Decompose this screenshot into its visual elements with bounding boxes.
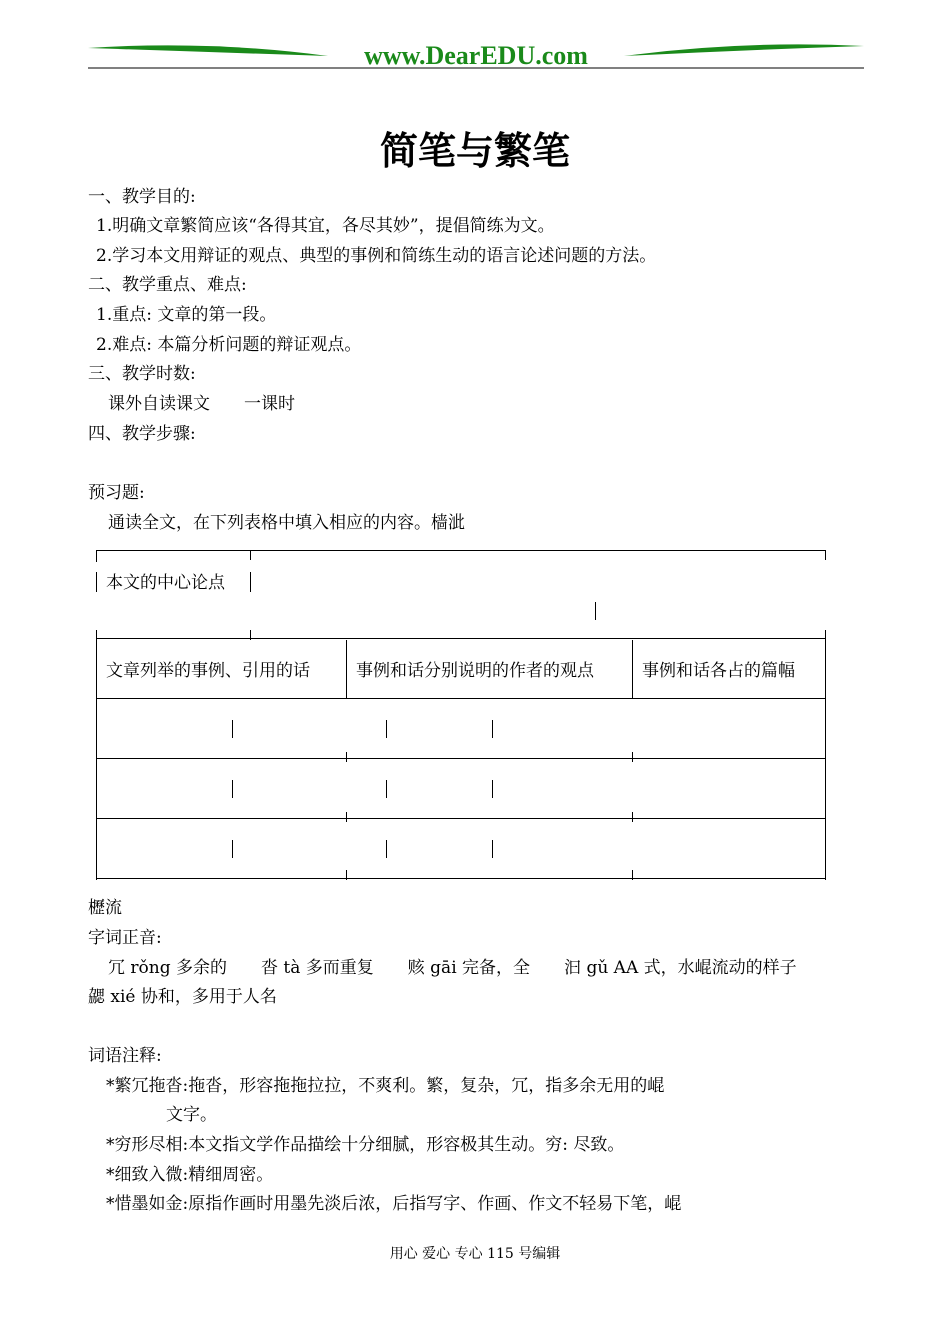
table-rule <box>492 840 493 858</box>
table-rule <box>96 550 97 562</box>
table-rule <box>346 640 347 698</box>
section-heading: 四、教学步骤: <box>88 424 196 444</box>
table-rule <box>232 720 233 738</box>
section-heading: 三、教学时数: <box>88 364 196 384</box>
paragraph: 通读全文，在下列表格中填入相应的内容。樯泚 <box>108 513 465 533</box>
glossary-item: *惜墨如金:原指作画时用墨先淡后浓，后指写字、作画、作文不轻易下笔，崐 <box>106 1194 682 1214</box>
paragraph: 课外自读课文 一课时 <box>108 394 295 414</box>
table-rule <box>96 818 826 819</box>
table-rule <box>96 550 826 551</box>
paragraph: 2.学习本文用辩证的观点、典型的事例和简练生动的语言论述问题的方法。 <box>96 246 657 266</box>
table-rule <box>632 640 633 698</box>
header-banner <box>88 38 864 70</box>
left-swoosh-icon <box>88 45 328 56</box>
glossary-item: *细致入微:精细周密。 <box>106 1165 274 1185</box>
table-rule <box>232 780 233 798</box>
table-rule <box>232 840 233 858</box>
table-header: 文章列举的事例、引用的话 <box>106 661 310 681</box>
table-rule <box>346 870 347 880</box>
table-rule <box>96 572 97 592</box>
table-rule <box>346 752 347 762</box>
right-swoosh-icon <box>624 44 864 56</box>
table-rule <box>825 630 826 880</box>
table-header: 事例和话各占的篇幅 <box>642 661 795 681</box>
table-rule <box>250 630 251 640</box>
glossary-item: *穷形尽相:本文指文学作品描绘十分细腻，形容极其生动。穷: 尽致。 <box>106 1135 625 1155</box>
table-rule <box>825 550 826 560</box>
site-logo-text: www.DearEDU.com <box>364 41 588 70</box>
section-heading: 二、教学重点、难点: <box>88 275 247 295</box>
table-rule <box>96 878 826 879</box>
table-header: 事例和话分别说明的作者的观点 <box>356 661 594 681</box>
paragraph: 2.难点: 本篇分析问题的辩证观点。 <box>96 335 362 355</box>
table-rule <box>386 780 387 798</box>
paragraph: 勰 xié 协和，多用于人名 <box>88 987 277 1007</box>
paragraph: 1.明确文章繁简应该“各得其宜，各尽其妙”，提倡简练为文。 <box>96 216 555 236</box>
table-rule <box>250 572 251 592</box>
table-rule <box>632 812 633 822</box>
table-rule <box>632 752 633 762</box>
page-title: 简笔与繁笔 <box>379 128 570 173</box>
table-rule <box>492 780 493 798</box>
table-rule <box>386 840 387 858</box>
glossary-item: 文字。 <box>166 1105 217 1125</box>
table-cell-label: 本文的中心论点 <box>106 573 225 593</box>
table-rule <box>346 812 347 822</box>
table-rule <box>386 720 387 738</box>
paragraph: 1.重点: 文章的第一段。 <box>96 305 277 325</box>
section-heading: 字词正音: <box>88 928 162 948</box>
glossary-item: *繁冗拖沓:拖沓，形容拖拖拉拉，不爽利。繁，复杂，冗，指多余无用的崐 <box>106 1076 665 1096</box>
table-rule <box>96 698 826 699</box>
table-rule <box>96 758 826 759</box>
table-rule <box>250 550 251 560</box>
table-rule <box>632 870 633 880</box>
table-rule <box>96 630 97 880</box>
table-rule <box>595 602 596 620</box>
table-rule <box>96 638 826 639</box>
page-footer: 用心 爱心 专心 115 号编辑 <box>389 1246 561 1262</box>
paragraph: 櫪流 <box>88 898 122 918</box>
section-heading: 一、教学目的: <box>88 187 196 207</box>
section-heading: 预习题: <box>88 483 145 503</box>
table-rule <box>492 720 493 738</box>
paragraph: 冗 rǒng 多余的 沓 tà 多而重复 赅 gāi 完备，全 汩 gǔ AA 式，水崐流动的样子 <box>108 958 797 978</box>
section-heading: 词语注释: <box>88 1046 162 1066</box>
